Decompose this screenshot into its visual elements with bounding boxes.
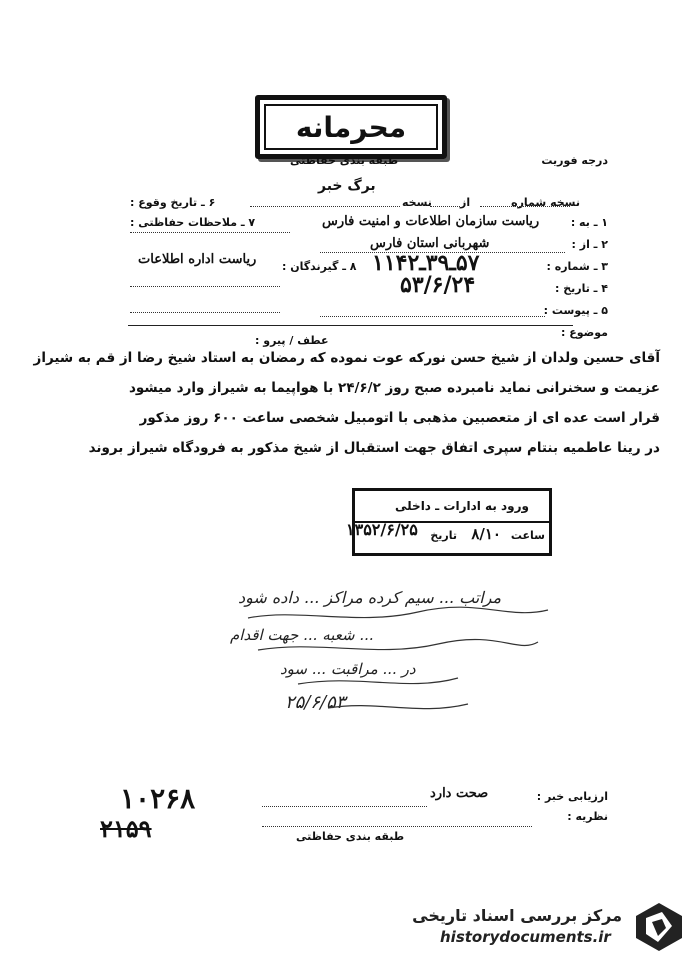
entry-time-value: ۸/۱۰ xyxy=(471,525,501,543)
body-line-3: قرار است عده ای از متعصبین مذهبی با اتومبیل شخصی ساعت ۶۰۰ روز مذکور xyxy=(139,410,660,426)
reference-label: عطف / پیرو : xyxy=(255,334,329,347)
copy-number-label: نسخه شماره xyxy=(511,196,580,209)
number-value: ۵۷ـ۳۹ـ۱۱۴۲ xyxy=(372,250,480,276)
subject-label: موضوع : xyxy=(561,326,608,339)
logo-url: historydocuments.ir xyxy=(440,928,611,946)
entry-date-value: ۱۳۵۲/۶/۲۵ xyxy=(346,520,418,539)
archive-logo-icon xyxy=(632,900,686,954)
security-notes-label: ۷ ـ ملاحظات حفاظتی : xyxy=(130,216,256,229)
handwritten-note-4: ۲۵/۶/۵۳ xyxy=(285,692,346,713)
to-value: ریاست سازمان اطلاعات و امنیت فارس xyxy=(322,214,540,229)
bottom-classification-label: طبقه بندی حفاظتی xyxy=(296,830,405,843)
priority-label: درجه فوریت xyxy=(541,154,608,167)
handwritten-note-2: ... شعبه ... جهت اقدام xyxy=(230,626,374,644)
body-line-2: عزیمت و سخنرانی نماید نامبرده صبح روز ۲۴/۶/۲ با هواپیما به شیراز وارد میشود xyxy=(128,380,660,396)
from-field-label: ۲ ـ از : xyxy=(571,238,608,251)
from-value: شهربانی استان فارس xyxy=(370,236,490,251)
confidential-stamp xyxy=(255,95,447,159)
attachment-label: ۵ ـ پیوست : xyxy=(543,304,608,317)
evaluation-label: ارزیابی خبر : xyxy=(536,790,608,803)
side-number-crossed: ۲۱۵۹ xyxy=(100,814,152,843)
opinion-label: نظریه : xyxy=(567,810,608,823)
date-label: ۴ ـ تاریخ : xyxy=(554,282,608,295)
form-title: برگ خبر xyxy=(318,178,376,194)
classification-label: طبقه بندی حفاظتی xyxy=(290,154,399,167)
recipients-label: ۸ ـ گیرندگان : xyxy=(282,260,357,273)
event-date-label: ۶ ـ تاریخ وقوع : xyxy=(130,196,216,209)
entry-stamp-title: ورود به ادارات ـ داخلی xyxy=(395,499,530,513)
to-label: ۱ ـ به : xyxy=(570,216,608,229)
body-line-4: در رینا عاطمیه بنتام سپری اتفاق جهت استقبال از شیخ مذکور به فرودگاه شیراز بروند xyxy=(88,440,660,456)
number-label: ۳ ـ شماره : xyxy=(546,260,608,273)
side-number: ۱۰۲۶۸ xyxy=(120,782,196,815)
body-line-1: آقای حسین ولدان از شیخ حسن نورکه عوت نموده که رمضان به استاد شیخ رضا از قم به شیراز xyxy=(33,350,660,366)
recipients-value: ریاست اداره اطلاعات xyxy=(138,252,257,267)
evaluation-value: صحت دارد xyxy=(430,786,489,801)
from-label: از xyxy=(460,196,471,209)
handwritten-note-3: در ... مراقبت ... سود xyxy=(280,660,416,678)
date-value: ۵۳/۶/۲۴ xyxy=(400,272,476,298)
stamp-text: محرمانه xyxy=(295,110,407,144)
handwriting-scribble xyxy=(238,600,558,720)
handwritten-note-1: مراتب ... سیم کرده مراکز ... داده شود xyxy=(238,588,502,607)
logo-name: مرکز بررسی اسناد تاریخی xyxy=(412,906,622,925)
entry-date-label: تاریخ xyxy=(430,529,457,542)
copy-label: نسخه xyxy=(402,196,432,209)
entry-time-label: ساعت xyxy=(510,529,545,542)
